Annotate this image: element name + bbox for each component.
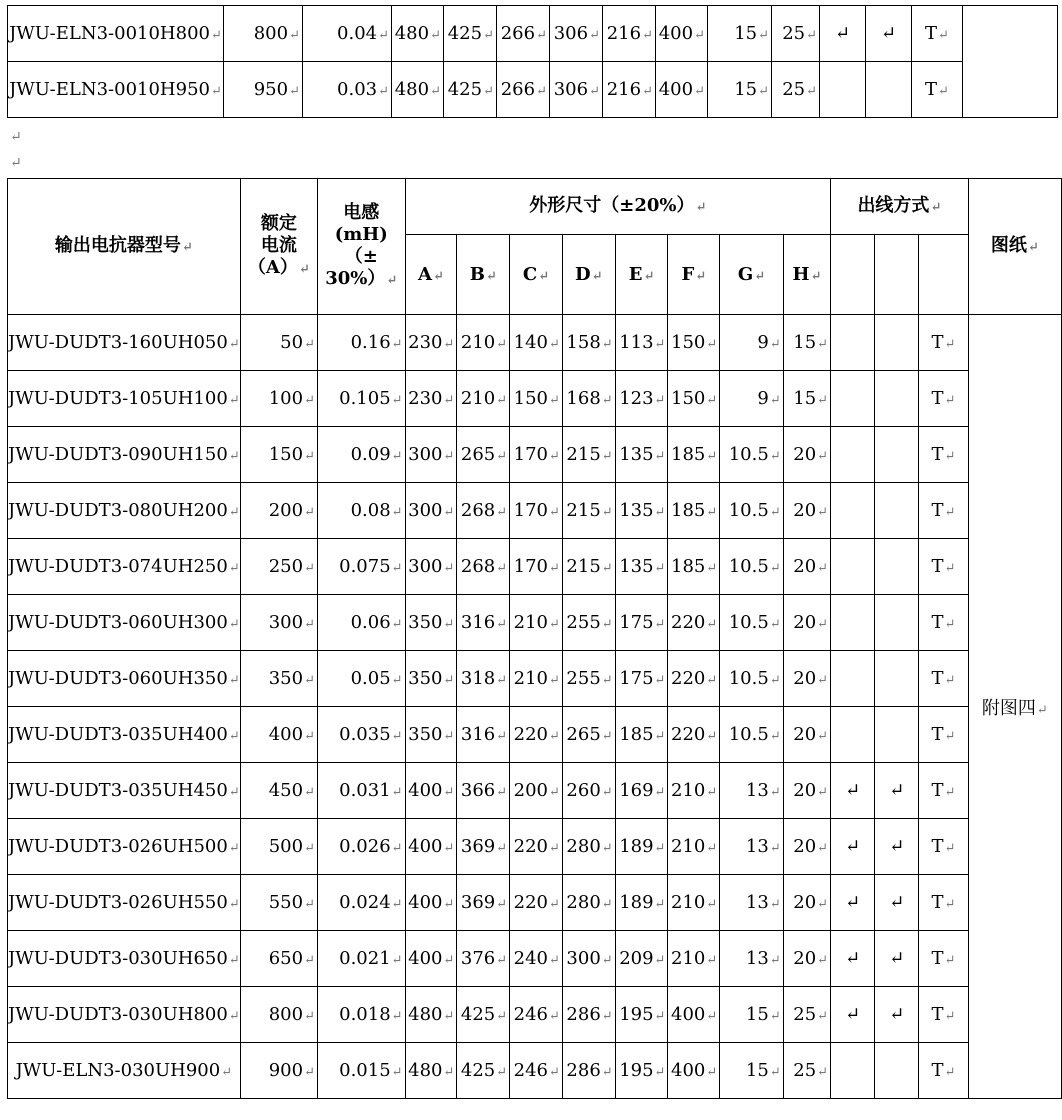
cell-dim-a: 480↵ bbox=[392, 6, 444, 62]
cell-rated-current: 100↵ bbox=[240, 371, 317, 427]
cell-dim-b: 318↵ bbox=[457, 651, 510, 707]
cell-dim-g: 15↵ bbox=[720, 1043, 783, 1099]
cell-dim-f: 185↵ bbox=[668, 427, 720, 483]
cell-rated-current: 900↵ bbox=[240, 1043, 317, 1099]
cell-inductance: 0.018↵ bbox=[317, 987, 405, 1043]
header-dim-g: G↵ bbox=[720, 235, 783, 315]
cell-dim-d: 168↵ bbox=[562, 371, 615, 427]
table-row bbox=[8, 483, 1062, 539]
cell-outlet-1: ↵ bbox=[831, 819, 875, 875]
header-outlet-col bbox=[875, 235, 919, 315]
cell-dim-d: 265↵ bbox=[562, 707, 615, 763]
cell-dim-h: 25↵ bbox=[772, 62, 820, 118]
cell-dim-b: 369↵ bbox=[457, 875, 510, 931]
top-spec-table-body bbox=[8, 6, 1058, 118]
cell-outlet-1 bbox=[831, 483, 875, 539]
cell-model: JWU-DUDT3-060UH300↵ bbox=[8, 595, 241, 651]
cell-model: JWU-DUDT3-035UH400↵ bbox=[8, 707, 241, 763]
cell-dim-c: 150↵ bbox=[510, 371, 563, 427]
table-row bbox=[8, 987, 1062, 1043]
cell-dim-e: 209↵ bbox=[615, 931, 668, 987]
cell-dim-b: 265↵ bbox=[457, 427, 510, 483]
cell-dim-d: 255↵ bbox=[562, 595, 615, 651]
cell-inductance: 0.031↵ bbox=[317, 763, 405, 819]
cell-dim-h: 20↵ bbox=[783, 483, 830, 539]
cell-dim-f: 150↵ bbox=[668, 315, 720, 371]
cell-dim-g: 13↵ bbox=[720, 819, 783, 875]
cell-outlet-1 bbox=[831, 707, 875, 763]
reactor-spec-table-body bbox=[8, 315, 1062, 1099]
table-row bbox=[8, 651, 1062, 707]
table-row bbox=[8, 6, 1058, 62]
cell-rated-current: 500↵ bbox=[240, 819, 317, 875]
cell-dim-c: 140↵ bbox=[510, 315, 563, 371]
cell-inductance: 0.015↵ bbox=[317, 1043, 405, 1099]
cell-outlet-1 bbox=[831, 315, 875, 371]
cell-dim-h: 20↵ bbox=[783, 651, 830, 707]
cell-outlet-2 bbox=[866, 62, 912, 118]
cell-model: JWU-DUDT3-080UH200↵ bbox=[8, 483, 241, 539]
cell-dim-f: 185↵ bbox=[668, 483, 720, 539]
header-row-1 bbox=[8, 179, 1062, 235]
cell-dim-e: 135↵ bbox=[615, 427, 668, 483]
header-dim-f: F↵ bbox=[668, 235, 720, 315]
cell-dim-h: 20↵ bbox=[783, 427, 830, 483]
header-dimensions: 外形尺寸（±20%）↵ bbox=[405, 179, 831, 235]
cell-outlet-3: T↵ bbox=[912, 62, 963, 118]
header-rated-current: 额定 电流 （A）↵ bbox=[240, 179, 317, 315]
cell-dim-d: 215↵ bbox=[562, 539, 615, 595]
cell-dim-b: 268↵ bbox=[457, 483, 510, 539]
cell-outlet-2: ↵ bbox=[875, 763, 919, 819]
cell-model: JWU-DUDT3-035UH450↵ bbox=[8, 763, 241, 819]
header-dim-c: C↵ bbox=[510, 235, 563, 315]
cell-dim-h: 25↵ bbox=[783, 1043, 830, 1099]
cell-outlet-3: T↵ bbox=[919, 707, 968, 763]
reactor-spec-table bbox=[7, 178, 1062, 1099]
cell-outlet-2 bbox=[875, 427, 919, 483]
header-dim-d: D↵ bbox=[562, 235, 615, 315]
cell-rated-current: 350↵ bbox=[240, 651, 317, 707]
header-inductance: 电感 (mH) （± 30%）↵ bbox=[317, 179, 405, 315]
cell-model: JWU-DUDT3-026UH550↵ bbox=[8, 875, 241, 931]
cell-outlet-1: ↵ bbox=[831, 875, 875, 931]
cell-drawing bbox=[963, 6, 1058, 118]
cell-outlet-3: T↵ bbox=[919, 931, 968, 987]
cell-dim-f: 400↵ bbox=[656, 6, 708, 62]
cell-dim-h: 25↵ bbox=[772, 6, 820, 62]
cell-outlet-2 bbox=[875, 707, 919, 763]
cell-dim-a: 400↵ bbox=[405, 931, 457, 987]
cell-dim-d: 306↵ bbox=[550, 62, 603, 118]
cell-dim-f: 210↵ bbox=[668, 819, 720, 875]
header-outlet-col bbox=[831, 235, 875, 315]
cell-dim-c: 240↵ bbox=[510, 931, 563, 987]
cell-dim-g: 13↵ bbox=[720, 931, 783, 987]
cell-dim-d: 300↵ bbox=[562, 931, 615, 987]
cell-outlet-3: T↵ bbox=[919, 819, 968, 875]
cell-dim-b: 268↵ bbox=[457, 539, 510, 595]
cell-outlet-2 bbox=[875, 371, 919, 427]
header-dim-a: A↵ bbox=[405, 235, 457, 315]
cell-outlet-3: T↵ bbox=[919, 427, 968, 483]
cell-outlet-1 bbox=[831, 595, 875, 651]
cell-dim-a: 350↵ bbox=[405, 651, 457, 707]
cell-outlet-3: T↵ bbox=[919, 1043, 968, 1099]
cell-dim-h: 20↵ bbox=[783, 931, 830, 987]
table-row bbox=[8, 427, 1062, 483]
cell-dim-b: 316↵ bbox=[457, 707, 510, 763]
cell-dim-a: 400↵ bbox=[405, 875, 457, 931]
cell-dim-c: 210↵ bbox=[510, 595, 563, 651]
table-row bbox=[8, 62, 1058, 118]
cell-model: JWU-DUDT3-090UH150↵ bbox=[8, 427, 241, 483]
cell-dim-a: 480↵ bbox=[405, 987, 457, 1043]
cell-dim-a: 480↵ bbox=[405, 1043, 457, 1099]
cell-dim-f: 210↵ bbox=[668, 763, 720, 819]
cell-dim-e: 169↵ bbox=[615, 763, 668, 819]
cell-outlet-2 bbox=[875, 1043, 919, 1099]
cell-rated-current: 450↵ bbox=[240, 763, 317, 819]
cell-model: JWU-DUDT3-105UH100↵ bbox=[8, 371, 241, 427]
cell-dim-a: 230↵ bbox=[405, 315, 457, 371]
cell-dim-g: 13↵ bbox=[720, 763, 783, 819]
cell-rated-current: 250↵ bbox=[240, 539, 317, 595]
cell-dim-g: 10.5↵ bbox=[720, 483, 783, 539]
cell-rated-current: 150↵ bbox=[240, 427, 317, 483]
cell-inductance: 0.05↵ bbox=[317, 651, 405, 707]
cell-dim-c: 170↵ bbox=[510, 483, 563, 539]
cell-dim-b: 376↵ bbox=[457, 931, 510, 987]
table-row bbox=[8, 371, 1062, 427]
cell-dim-g: 10.5↵ bbox=[720, 595, 783, 651]
cell-model: JWU-DUDT3-160UH050↵ bbox=[8, 315, 241, 371]
cell-outlet-2 bbox=[875, 651, 919, 707]
cell-inductance: 0.105↵ bbox=[317, 371, 405, 427]
table-row bbox=[8, 1043, 1062, 1099]
cell-dim-g: 9↵ bbox=[720, 315, 783, 371]
cell-dim-d: 286↵ bbox=[562, 1043, 615, 1099]
cell-dim-e: 216↵ bbox=[603, 62, 656, 118]
cell-inductance: 0.04↵ bbox=[303, 6, 392, 62]
cell-rated-current: 950↵ bbox=[224, 62, 303, 118]
cell-outlet-2 bbox=[875, 315, 919, 371]
cell-drawing-ref: 附图四↵ bbox=[968, 315, 1061, 1099]
cell-dim-h: 20↵ bbox=[783, 763, 830, 819]
cell-dim-d: 286↵ bbox=[562, 987, 615, 1043]
cell-dim-h: 20↵ bbox=[783, 819, 830, 875]
cell-outlet-3: T↵ bbox=[919, 315, 968, 371]
cell-outlet-3: T↵ bbox=[919, 483, 968, 539]
cell-inductance: 0.09↵ bbox=[317, 427, 405, 483]
cell-dim-a: 400↵ bbox=[405, 763, 457, 819]
cell-dim-f: 220↵ bbox=[668, 707, 720, 763]
cell-outlet-3: T↵ bbox=[919, 539, 968, 595]
header-dim-h: H↵ bbox=[783, 235, 830, 315]
cell-dim-e: 135↵ bbox=[615, 483, 668, 539]
cell-inductance: 0.026↵ bbox=[317, 819, 405, 875]
cell-rated-current: 400↵ bbox=[240, 707, 317, 763]
header-dim-b: B↵ bbox=[457, 235, 510, 315]
cell-outlet-3: T↵ bbox=[919, 875, 968, 931]
header-outlet-col bbox=[919, 235, 968, 315]
cell-dim-c: 220↵ bbox=[510, 875, 563, 931]
cell-outlet-2: ↵ bbox=[866, 6, 912, 62]
cell-dim-b: 210↵ bbox=[457, 371, 510, 427]
table-row bbox=[8, 539, 1062, 595]
cell-dim-b: 425↵ bbox=[457, 1043, 510, 1099]
cell-model: JWU-DUDT3-074UH250↵ bbox=[8, 539, 241, 595]
cell-dim-g: 15↵ bbox=[708, 62, 772, 118]
cell-outlet-3: T↵ bbox=[919, 987, 968, 1043]
cell-dim-b: 425↵ bbox=[444, 62, 497, 118]
cell-model: JWU-ELN3-0010H950↵ bbox=[8, 62, 224, 118]
cell-dim-g: 13↵ bbox=[720, 875, 783, 931]
cell-dim-c: 266↵ bbox=[497, 62, 550, 118]
cell-dim-a: 230↵ bbox=[405, 371, 457, 427]
table-row bbox=[8, 763, 1062, 819]
cell-inductance: 0.08↵ bbox=[317, 483, 405, 539]
cell-dim-e: 216↵ bbox=[603, 6, 656, 62]
cell-dim-a: 300↵ bbox=[405, 483, 457, 539]
cell-dim-a: 300↵ bbox=[405, 539, 457, 595]
cell-outlet-3: T↵ bbox=[912, 6, 963, 62]
cell-dim-c: 200↵ bbox=[510, 763, 563, 819]
cell-dim-b: 369↵ bbox=[457, 819, 510, 875]
cell-outlet-2: ↵ bbox=[875, 819, 919, 875]
cell-inductance: 0.03↵ bbox=[303, 62, 392, 118]
cell-outlet-3: T↵ bbox=[919, 763, 968, 819]
cell-model: JWU-DUDT3-060UH350↵ bbox=[8, 651, 241, 707]
cell-outlet-2 bbox=[875, 595, 919, 651]
cell-outlet-2 bbox=[875, 539, 919, 595]
cell-rated-current: 650↵ bbox=[240, 931, 317, 987]
cell-outlet-2: ↵ bbox=[875, 931, 919, 987]
cell-dim-h: 20↵ bbox=[783, 875, 830, 931]
cell-outlet-2 bbox=[875, 483, 919, 539]
cell-dim-b: 366↵ bbox=[457, 763, 510, 819]
cell-outlet-2: ↵ bbox=[875, 987, 919, 1043]
cell-dim-c: 246↵ bbox=[510, 1043, 563, 1099]
cell-dim-a: 350↵ bbox=[405, 595, 457, 651]
cell-dim-f: 210↵ bbox=[668, 931, 720, 987]
cell-dim-d: 215↵ bbox=[562, 483, 615, 539]
cell-inductance: 0.06↵ bbox=[317, 595, 405, 651]
cell-outlet-3: T↵ bbox=[919, 595, 968, 651]
cell-model: JWU-DUDT3-030UH800↵ bbox=[8, 987, 241, 1043]
empty-paragraph-marks bbox=[10, 124, 22, 176]
cell-dim-e: 175↵ bbox=[615, 651, 668, 707]
table-row bbox=[8, 707, 1062, 763]
cell-dim-a: 400↵ bbox=[405, 819, 457, 875]
cell-dim-e: 113↵ bbox=[615, 315, 668, 371]
cell-dim-h: 20↵ bbox=[783, 595, 830, 651]
cell-dim-b: 316↵ bbox=[457, 595, 510, 651]
cell-dim-e: 135↵ bbox=[615, 539, 668, 595]
cell-outlet-1 bbox=[820, 62, 866, 118]
header-drawing: 图纸↵ bbox=[968, 179, 1061, 315]
top-spec-table bbox=[7, 5, 1058, 118]
cell-dim-g: 10.5↵ bbox=[720, 427, 783, 483]
cell-dim-c: 220↵ bbox=[510, 707, 563, 763]
cell-dim-e: 175↵ bbox=[615, 595, 668, 651]
cell-dim-b: 210↵ bbox=[457, 315, 510, 371]
cell-dim-h: 15↵ bbox=[783, 371, 830, 427]
header-model: 输出电抗器型号↵ bbox=[8, 179, 241, 315]
cell-dim-e: 195↵ bbox=[615, 1043, 668, 1099]
cell-dim-d: 158↵ bbox=[562, 315, 615, 371]
header-dim-e: E↵ bbox=[615, 235, 668, 315]
cell-dim-g: 10.5↵ bbox=[720, 651, 783, 707]
cell-dim-c: 210↵ bbox=[510, 651, 563, 707]
paragraph-mark: ↵ bbox=[10, 155, 22, 171]
cell-rated-current: 200↵ bbox=[240, 483, 317, 539]
cell-dim-c: 220↵ bbox=[510, 819, 563, 875]
cell-inductance: 0.035↵ bbox=[317, 707, 405, 763]
cell-dim-b: 425↵ bbox=[457, 987, 510, 1043]
cell-dim-a: 350↵ bbox=[405, 707, 457, 763]
cell-dim-b: 425↵ bbox=[444, 6, 497, 62]
cell-dim-f: 210↵ bbox=[668, 875, 720, 931]
cell-dim-e: 189↵ bbox=[615, 875, 668, 931]
cell-dim-g: 15↵ bbox=[708, 6, 772, 62]
paragraph-mark: ↵ bbox=[10, 129, 22, 145]
cell-outlet-2: ↵ bbox=[875, 875, 919, 931]
cell-rated-current: 550↵ bbox=[240, 875, 317, 931]
cell-dim-c: 266↵ bbox=[497, 6, 550, 62]
cell-dim-c: 170↵ bbox=[510, 427, 563, 483]
cell-dim-h: 20↵ bbox=[783, 707, 830, 763]
cell-outlet-1 bbox=[831, 651, 875, 707]
table-row bbox=[8, 595, 1062, 651]
cell-dim-d: 306↵ bbox=[550, 6, 603, 62]
cell-dim-a: 300↵ bbox=[405, 427, 457, 483]
cell-rated-current: 800↵ bbox=[240, 987, 317, 1043]
cell-dim-d: 260↵ bbox=[562, 763, 615, 819]
cell-outlet-1: ↵ bbox=[820, 6, 866, 62]
cell-dim-g: 10.5↵ bbox=[720, 539, 783, 595]
cell-dim-e: 123↵ bbox=[615, 371, 668, 427]
cell-outlet-1 bbox=[831, 371, 875, 427]
table-row bbox=[8, 931, 1062, 987]
cell-inductance: 0.075↵ bbox=[317, 539, 405, 595]
cell-dim-h: 20↵ bbox=[783, 539, 830, 595]
cell-outlet-1: ↵ bbox=[831, 987, 875, 1043]
cell-model: JWU-ELN3-0010H800↵ bbox=[8, 6, 224, 62]
cell-dim-c: 170↵ bbox=[510, 539, 563, 595]
cell-dim-g: 10.5↵ bbox=[720, 707, 783, 763]
cell-dim-d: 255↵ bbox=[562, 651, 615, 707]
cell-dim-d: 280↵ bbox=[562, 875, 615, 931]
cell-outlet-3: T↵ bbox=[919, 371, 968, 427]
cell-dim-f: 400↵ bbox=[668, 1043, 720, 1099]
cell-model: JWU-ELN3-030UH900↵ bbox=[8, 1043, 241, 1099]
cell-rated-current: 50↵ bbox=[240, 315, 317, 371]
cell-dim-g: 15↵ bbox=[720, 987, 783, 1043]
cell-dim-e: 189↵ bbox=[615, 819, 668, 875]
cell-outlet-1 bbox=[831, 427, 875, 483]
cell-dim-h: 25↵ bbox=[783, 987, 830, 1043]
cell-outlet-1: ↵ bbox=[831, 931, 875, 987]
header-outlet: 出线方式↵ bbox=[831, 179, 969, 235]
cell-dim-a: 480↵ bbox=[392, 62, 444, 118]
cell-dim-d: 215↵ bbox=[562, 427, 615, 483]
cell-dim-h: 15↵ bbox=[783, 315, 830, 371]
table-row bbox=[8, 315, 1062, 371]
cell-dim-g: 9↵ bbox=[720, 371, 783, 427]
cell-dim-f: 185↵ bbox=[668, 539, 720, 595]
cell-outlet-1: ↵ bbox=[831, 763, 875, 819]
cell-inductance: 0.021↵ bbox=[317, 931, 405, 987]
cell-model: JWU-DUDT3-030UH650↵ bbox=[8, 931, 241, 987]
cell-dim-c: 246↵ bbox=[510, 987, 563, 1043]
cell-outlet-1 bbox=[831, 1043, 875, 1099]
table-row bbox=[8, 875, 1062, 931]
cell-dim-e: 195↵ bbox=[615, 987, 668, 1043]
cell-outlet-3: T↵ bbox=[919, 651, 968, 707]
table-row bbox=[8, 819, 1062, 875]
cell-inductance: 0.024↵ bbox=[317, 875, 405, 931]
cell-dim-f: 400↵ bbox=[656, 62, 708, 118]
cell-dim-f: 400↵ bbox=[668, 987, 720, 1043]
cell-model: JWU-DUDT3-026UH500↵ bbox=[8, 819, 241, 875]
cell-dim-f: 220↵ bbox=[668, 595, 720, 651]
cell-rated-current: 300↵ bbox=[240, 595, 317, 651]
cell-rated-current: 800↵ bbox=[224, 6, 303, 62]
cell-dim-d: 280↵ bbox=[562, 819, 615, 875]
cell-dim-f: 150↵ bbox=[668, 371, 720, 427]
cell-dim-f: 220↵ bbox=[668, 651, 720, 707]
cell-inductance: 0.16↵ bbox=[317, 315, 405, 371]
cell-outlet-1 bbox=[831, 539, 875, 595]
cell-dim-e: 185↵ bbox=[615, 707, 668, 763]
